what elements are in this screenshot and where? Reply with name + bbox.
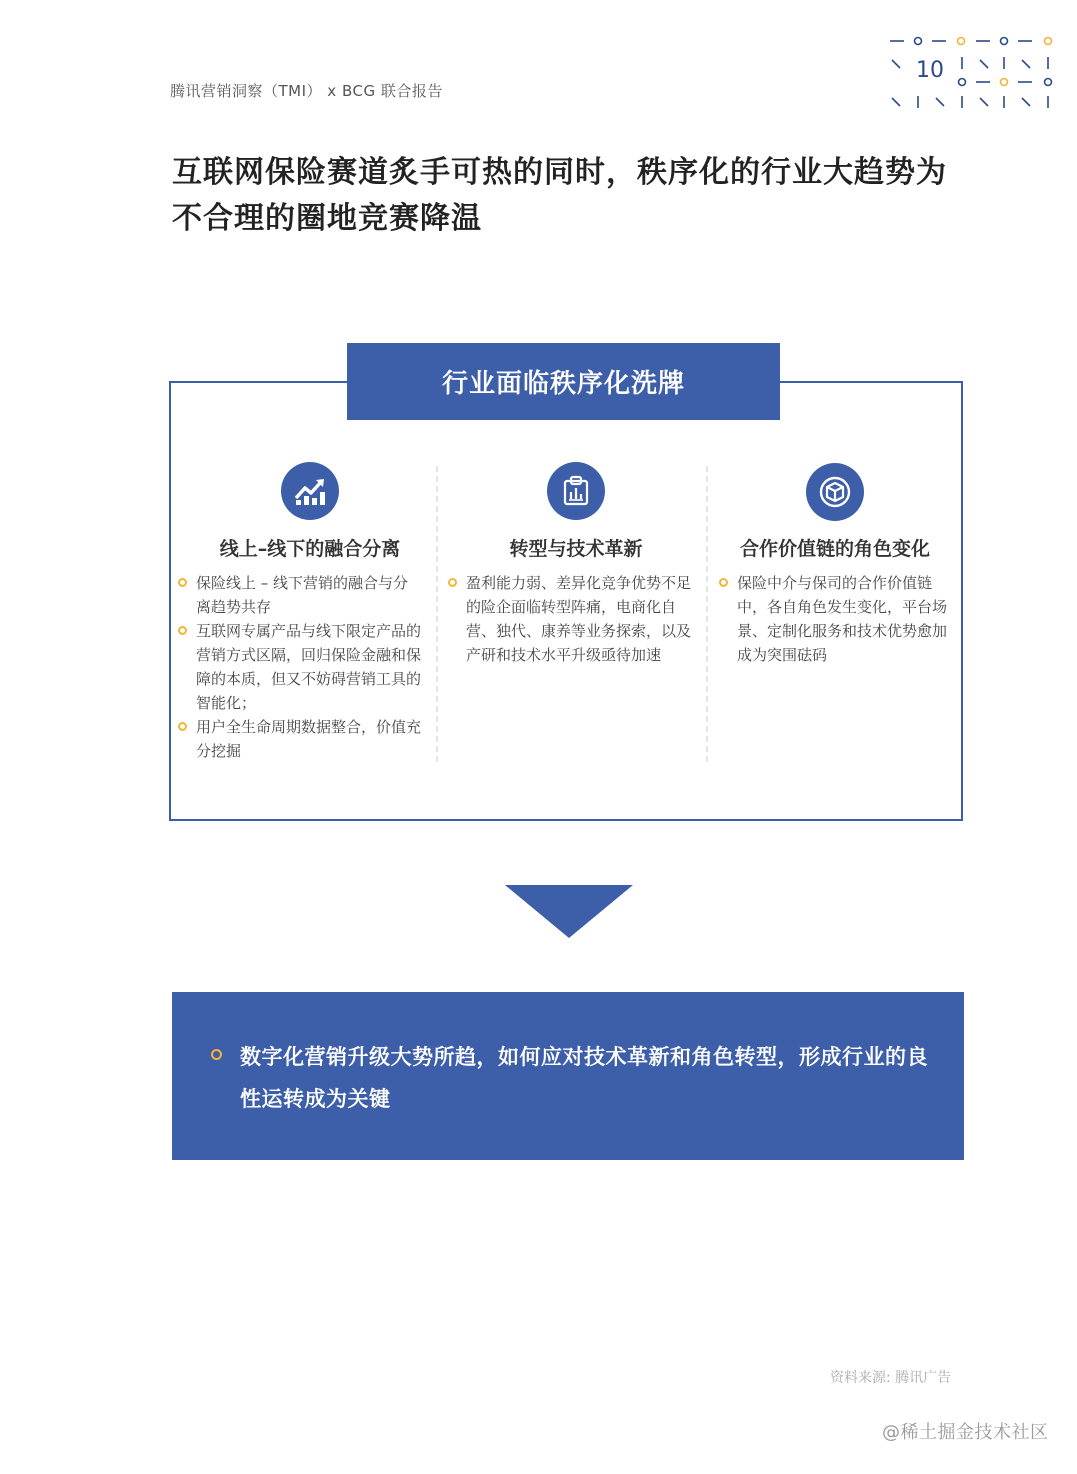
page-number: 10 [916,58,944,83]
column-2-title: 转型与技术革新 [509,538,643,560]
watermark: @稀土掘金技术社区 [882,1422,1049,1443]
column-3-title: 合作价值链的角色变化 [739,538,930,560]
growth-chart-icon [281,462,339,520]
column-1-bullets [178,571,423,763]
down-arrow-icon [505,885,633,938]
report-label: 腾讯营销洞察（TMI） x BCG 联合报告 [170,82,443,100]
page-title-line-2: 不合理的圈地竞赛降温 [172,201,482,236]
clipboard-chart-icon [547,462,605,520]
source-note: 资料来源: 腾讯广告 [830,1370,952,1386]
page-title [172,150,992,242]
list-item: 盈利能力弱、差异化竞争优势不足的险企面临转型阵痛，电商化自营、独代、康养等业务探索，以及产研和技术水平升级亟待加速 [448,571,693,667]
conclusion-text: 数字化营销升级大势所趋，如何应对技术革新和角色转型，形成行业的良性运转成为关键 [240,1045,928,1111]
column-1-title: 线上–线下的融合分离 [219,538,401,560]
column-2-bullets [448,571,693,667]
decorative-pattern [882,30,1062,115]
list-item: 互联网专属产品与线下限定产品的营销方式区隔，回归保险金融和保障的本质，但又不妨碍营销工具的智能化； [178,619,423,715]
page-title-line-1: 互联网保险赛道炙手可热的同时，秩序化的行业大趋势为 [172,155,947,190]
list-item: 用户全生命周期数据整合，价值充分挖掘 [178,715,423,763]
list-item: 保险中介与保司的合作价值链中，各自角色发生变化，平台场景、定制化服务和技术优势愈加成为突围砝码 [719,571,959,667]
column-divider [436,466,438,762]
column-divider [706,466,708,762]
column-3-bullets [719,571,959,667]
cube-icon [806,463,864,521]
list-item: 保险线上 – 线下营销的融合与分离趋势共存 [178,571,423,619]
bullet-dot-icon [211,1049,222,1060]
panel-header: 行业面临秩序化洗牌 [347,343,780,420]
